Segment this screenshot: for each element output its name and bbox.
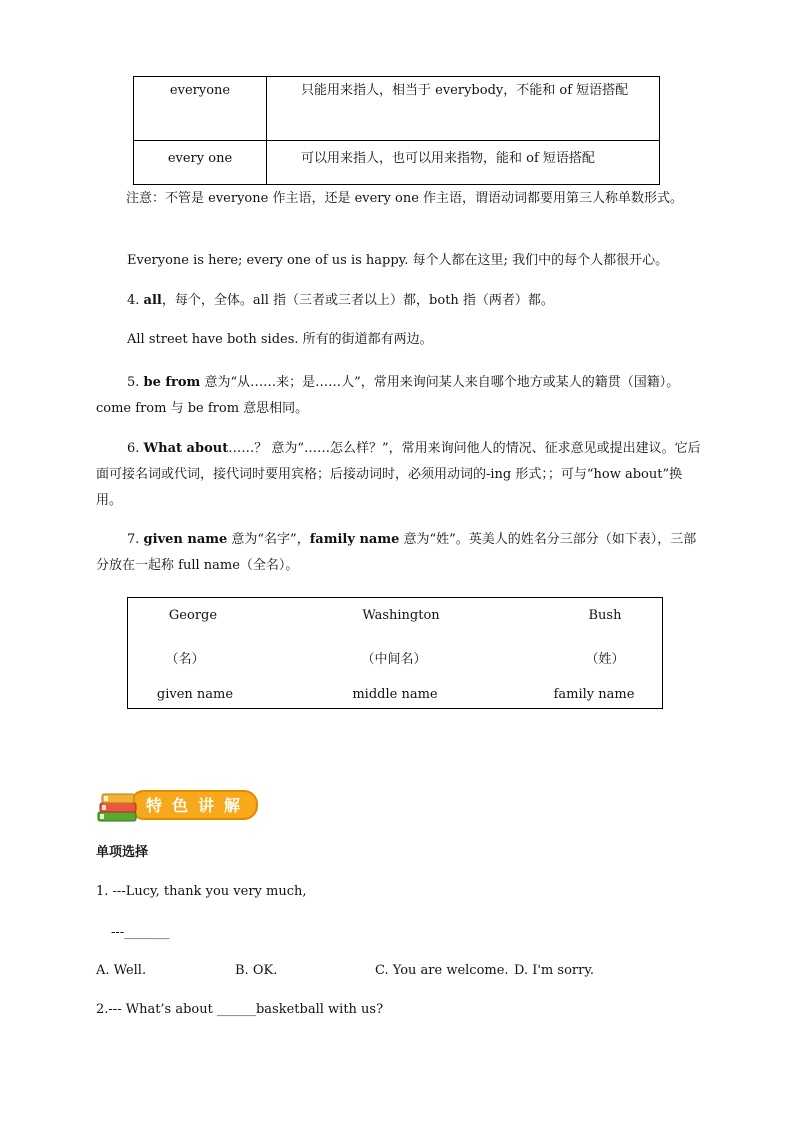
table-row [134, 77, 660, 141]
name-parts-table [127, 597, 663, 709]
item-4 [127, 292, 554, 310]
name-cell: Washington [362, 608, 440, 623]
keyword: family name [309, 532, 400, 547]
keyword: all [143, 293, 162, 308]
item-text: 意为“姓”。英美人的姓名分三部分（如下表），三部分放在一起称 full name（全名）。 [96, 532, 697, 573]
desc-cell: 只能用来指人，相当于 everybody，不能和 of 短语搭配 [267, 77, 660, 141]
term-cell: every one [134, 141, 267, 185]
item-5 [96, 370, 702, 422]
name-cell: George [168, 608, 218, 623]
banner-title: 特色讲解 [146, 796, 251, 815]
example-sentence: All street have both sides. 所有的街道都有两边。 [127, 332, 433, 347]
item-7 [96, 527, 702, 579]
quiz-heading: 单项选择 [96, 845, 149, 860]
answer-blank: ---_______ [111, 925, 170, 940]
name-cn-cell: （名） [165, 652, 205, 667]
item-text: 意为“从……来；是……人”，常用来询问某人来自哪个地方或某人的籍贯（国籍）。 come from 与 be from 意思相同。 [96, 375, 680, 416]
desc-cell: 可以用来指人，也可以用来指物，能和 of 短语搭配 [267, 141, 660, 185]
item-number: 6. [127, 441, 144, 456]
name-en-cell: given name [156, 687, 234, 702]
keyword: given name [143, 532, 228, 547]
item-text: 意为“名字”， [227, 532, 310, 547]
question-2: 2.--- What’s about ______basketball with us? [96, 1002, 384, 1017]
section-banner [94, 786, 258, 826]
example-sentence: Everyone is here; every one of us is happy. 每个人都在这里; 我们中的每个人都很开心。 [127, 253, 669, 268]
item-number: 7. [127, 532, 144, 547]
item-text: ……？ 意为“……怎么样？”，常用来询问他人的情况、征求意见或提出建议。它后面可接名词或代词，接代词时要用宾格；后接动词时，必须用动词的-ing 形式；；可与“how about”换用。 [96, 441, 701, 508]
note-paragraph: 注意：不管是 everyone 作主语，还是 every one 作主语，谓语动词都要用第三人称单数形式。 [126, 191, 684, 206]
option-c: C. You are welcome. [375, 963, 509, 978]
name-en-cell: family name [553, 687, 635, 702]
table-row [134, 141, 660, 185]
question-1: 1. ---Lucy, thank you very much, [96, 884, 307, 899]
item-text: ，每个，全体。all 指（三者或三者以上）都，both 指（两者）都。 [161, 293, 554, 308]
item-number: 4. [127, 293, 144, 308]
option-b: B. OK. [235, 963, 278, 978]
item-6 [96, 436, 702, 514]
keyword: be from [143, 375, 201, 390]
term-cell: everyone [134, 77, 267, 141]
option-d: D. I'm sorry. [514, 963, 595, 978]
name-cn-cell: （姓） [585, 652, 625, 667]
books-icon [94, 786, 144, 826]
name-cn-cell: （中间名） [361, 652, 427, 667]
keyword: What about [143, 441, 229, 456]
option-a: A. Well. [96, 963, 147, 978]
item-number: 5. [127, 375, 144, 390]
comparison-table [133, 76, 660, 185]
name-cell: Bush [588, 608, 622, 623]
name-en-cell: middle name [352, 687, 438, 702]
